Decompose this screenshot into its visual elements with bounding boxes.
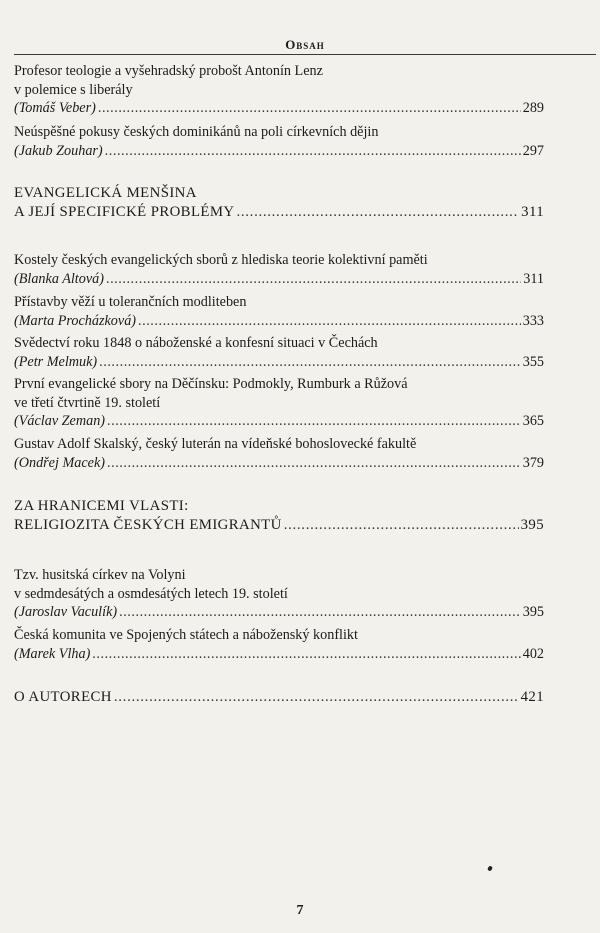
entry-title-line: Neúspěšné pokusy českých dominikánů na poli církevních dějin (14, 124, 379, 140)
entry-page-number: 311 (523, 270, 544, 287)
entry-author: (Václav Zeman) (14, 413, 106, 429)
entry-title-line: První evangelické sbory na Děčínsku: Podmokly, Rumburk a Růžová (14, 376, 408, 392)
entry-author-line (14, 270, 544, 289)
entry-title-line: v sedmdesátých a osmdesátých letech 19. století (14, 585, 288, 602)
section-title-line: A JEJÍ SPECIFICKÉ PROBLÉMY (14, 203, 235, 220)
entry-title-line: Gustav Adolf Skalský, český luterán na vídeňské bohoslovecké fakultě (14, 436, 417, 452)
entry-author-line (14, 312, 544, 331)
running-head: Obsah (285, 37, 325, 52)
entry-page-number: 333 (522, 312, 544, 329)
entry-author-line (14, 454, 544, 473)
entry-title-line: ve třetí čtvrtině 19. století (14, 394, 161, 411)
section-page-number: 421 (520, 689, 544, 705)
toc-section-heading (14, 688, 544, 707)
toc-entry (14, 566, 544, 622)
toc-section-heading (14, 184, 544, 221)
entry-author: (Blanka Altová) (14, 270, 104, 287)
entry-author: (Ondřej Macek) (14, 454, 105, 471)
toc-entry (14, 123, 544, 160)
entry-author-line (14, 645, 544, 664)
entry-page-number: 395 (522, 604, 544, 620)
entry-page-number: 402 (522, 645, 544, 662)
entry-page-number: 297 (522, 142, 544, 159)
entry-page-number: 379 (522, 454, 544, 471)
section-title-last-line (14, 203, 544, 222)
entry-title-line: Kostely českých evangelických sborů z hlediska teorie kolektivní paměti (14, 252, 428, 268)
entry-author-line (14, 603, 544, 622)
leader-dots (138, 312, 521, 331)
page-number: 7 (296, 903, 304, 918)
toc-section-heading (14, 497, 544, 534)
section-page-number: 395 (520, 516, 544, 533)
section-title-line: RELIGIOZITA ČESKÝCH EMIGRANTŮ (14, 516, 282, 533)
leader-dots (106, 270, 521, 289)
entry-author-line (14, 353, 544, 372)
entry-title-line: Česká komunita ve Spojených státech a náboženský konflikt (14, 627, 358, 643)
entry-author: (Jaroslav Vaculík) (14, 604, 118, 620)
section-title-line: O AUTORECH (14, 689, 112, 705)
entry-page-number: 355 (522, 353, 544, 370)
entry-page-number: 289 (522, 100, 544, 116)
entry-title-line: v polemice s liberály (14, 81, 133, 98)
toc-entry (14, 334, 544, 371)
ink-speck (487, 865, 493, 871)
entry-author: (Tomáš Veber) (14, 100, 96, 116)
entry-author: (Petr Melmuk) (14, 353, 98, 370)
leader-dots (114, 688, 519, 707)
toc-entry (14, 251, 544, 288)
header-rule (14, 54, 596, 55)
section-title-last-line (14, 516, 544, 535)
leader-dots (98, 99, 521, 118)
entry-title-line: Tzv. husitská církev na Volyni (14, 567, 186, 583)
entry-author-line (14, 412, 544, 431)
entry-author: (Marta Procházková) (14, 312, 137, 329)
leader-dots (107, 412, 521, 431)
entry-author-line (14, 142, 544, 161)
section-title-last-line (14, 688, 544, 707)
section-title-line: ZA HRANICEMI VLASTI: (14, 498, 189, 514)
entry-title-line: Přístavby věží u tolerančních modliteben (14, 294, 247, 310)
leader-dots (284, 516, 519, 535)
toc-entry (14, 293, 544, 330)
leader-dots (119, 603, 521, 622)
toc-entry (14, 62, 544, 118)
entry-author: (Marek Vlha) (14, 645, 91, 662)
entry-title-line: Svědectví roku 1848 o náboženské a konfesní situaci v Čechách (14, 335, 378, 351)
leader-dots (236, 203, 519, 222)
leader-dots (92, 645, 520, 664)
entry-author-line (14, 99, 544, 118)
section-title-line: EVANGELICKÁ MENŠINA (14, 185, 197, 201)
leader-dots (99, 353, 521, 372)
entry-page-number: 365 (522, 413, 544, 429)
entry-title-line: Profesor teologie a vyšehradský probošt Antonín Lenz (14, 63, 323, 79)
section-page-number: 311 (521, 203, 544, 220)
toc-entry (14, 626, 544, 663)
leader-dots (105, 142, 521, 161)
leader-dots (107, 454, 521, 473)
toc-entry (14, 375, 544, 431)
toc-entry (14, 435, 544, 472)
entry-author: (Jakub Zouhar) (14, 142, 103, 159)
